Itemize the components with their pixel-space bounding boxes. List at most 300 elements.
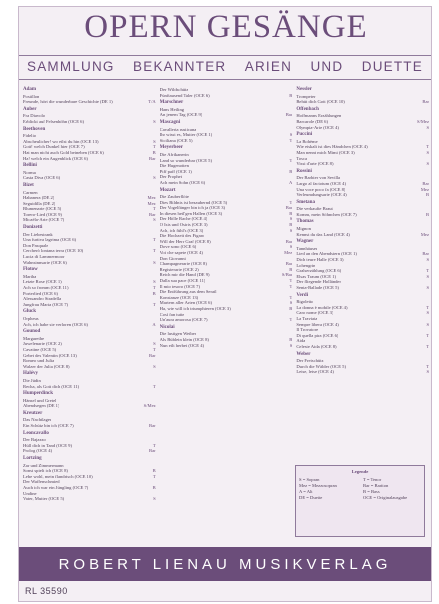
- composer-section: [160, 120, 293, 143]
- piece-title: Registerarie (OCE 2): [159, 266, 199, 272]
- piece-title: Undine: [23, 490, 37, 496]
- piece-title: Der Bajazzo: [23, 437, 46, 443]
- piece-title: Ein Schütz bin ich (OCE 7): [23, 423, 74, 429]
- composer-section: [296, 169, 429, 198]
- piece-title: Il Trovatore: [296, 327, 319, 333]
- voice-type: T: [152, 206, 156, 212]
- piece-title: Una furtiva lagrima (OCE 6): [23, 237, 77, 243]
- contents-row: [23, 423, 156, 429]
- composer-section: [296, 107, 429, 130]
- legend-item: S = Sopran: [299, 477, 320, 482]
- composer-section: [23, 127, 156, 162]
- voice-type: T: [152, 346, 156, 352]
- piece-title: Olympia-Arie (OCE 4): [296, 124, 339, 130]
- piece-title: Tosca: [296, 155, 307, 161]
- voice-type: T: [289, 317, 293, 323]
- contents-row: [23, 364, 156, 370]
- piece-title: Dalla sua pace (OCE 11): [159, 278, 206, 283]
- piece-title: Norma: [23, 169, 36, 175]
- composer-section: [23, 391, 156, 409]
- piece-title: Carmen: [23, 189, 38, 195]
- piece-title: Kennst du das Land (OCE 4): [296, 231, 350, 237]
- piece-title: Dove sono (OCE 6): [159, 244, 197, 250]
- piece-title: Lohengrin: [296, 262, 316, 268]
- legend-item: OCE = Originalausgabe: [363, 495, 408, 500]
- legend-item: DE = Duette: [299, 495, 323, 500]
- piece-title: Trompeter: [296, 93, 316, 99]
- composer-section: [23, 163, 156, 181]
- composer-section: [23, 371, 156, 389]
- piece-title: Die Zauberflöte: [159, 194, 189, 200]
- contents-row: [23, 175, 156, 181]
- piece-title: Alessandro Stradella: [23, 296, 62, 302]
- voice-type: S: [153, 363, 156, 369]
- composer-section: [296, 293, 429, 350]
- piece-title: O Isis und Osiris (OCE 3): [159, 222, 208, 228]
- voice-type: S: [153, 138, 156, 144]
- composer-section: [160, 325, 293, 348]
- composer-section: [23, 87, 156, 105]
- composer-section: [296, 239, 429, 290]
- composer-section: [160, 145, 293, 185]
- contents-row: [296, 285, 429, 291]
- composer-name: Gluck: [23, 309, 37, 315]
- piece-title: Di quella pira (OCE 6): [296, 332, 339, 338]
- voice-type: T: [152, 442, 156, 448]
- piece-title: Komm, mein Söhnchen (OCE 7): [296, 211, 357, 217]
- piece-title: Man nennt mich Mimi (OCE 3): [296, 149, 355, 155]
- voice-type: S: [426, 149, 430, 155]
- voice-type: Bar: [149, 423, 156, 429]
- composer-section: [23, 431, 156, 454]
- voice-type: S: [426, 310, 430, 316]
- composer-section: [23, 411, 156, 429]
- voice-type: B: [289, 168, 293, 174]
- piece-title: Dies Bildnis ist bezaubernd (OCE 5): [159, 199, 228, 205]
- voice-type: T: [289, 157, 293, 163]
- piece-title: Der Liebestrank: [23, 231, 53, 237]
- piece-title: Jungfrau Maria (OCE 7): [23, 301, 69, 307]
- composer-name: Auber: [23, 106, 37, 112]
- voice-type: Bar: [149, 211, 156, 217]
- contents-row: [296, 232, 429, 238]
- voice-type: Bar: [285, 238, 293, 244]
- voice-type: Bar: [285, 205, 293, 211]
- piece-title: Così fan tutte: [159, 311, 185, 317]
- piece-title: Konstanze (OCE 13): [159, 294, 199, 300]
- contents-row: [160, 93, 293, 99]
- contents-row: [23, 217, 156, 223]
- contents-row: [160, 343, 293, 349]
- piece-title: Casta Diva (OCE 6): [23, 175, 61, 181]
- contents-row: [296, 344, 429, 350]
- piece-title: Piff paff (OCE 1): [159, 168, 192, 174]
- composer-section: [23, 225, 156, 265]
- composer-name: Bellini: [23, 163, 37, 169]
- voice-type: Mez: [420, 186, 430, 192]
- voice-type: Bar: [422, 99, 430, 105]
- piece-title: Abscheulicher! wo eilst du hin (OCE 13): [23, 138, 99, 144]
- title-rule-top: [19, 55, 431, 56]
- piece-title: Ach so fromm (OCE 11): [23, 285, 69, 290]
- piece-title: Una voce poco fa (OCE 8): [296, 186, 346, 192]
- composer-name: Halévy: [23, 371, 38, 377]
- piece-title: Ha, wie will ich triumphieren (OCE 3): [159, 305, 231, 311]
- contents-row: [23, 403, 156, 409]
- piece-title: Cavatine (OCE 5): [23, 346, 57, 352]
- contents-row: [23, 99, 156, 105]
- voice-type: S: [289, 132, 293, 138]
- piece-title: Lied an den Abendstern (OCE 1): [296, 251, 357, 257]
- piece-title: Romeo und Julia: [23, 358, 55, 364]
- piece-title: Fünftausend Taler (OCE 6): [159, 92, 210, 98]
- voice-type: Mez: [147, 200, 156, 206]
- contents-row: [296, 192, 429, 198]
- contents-row: [23, 302, 156, 308]
- piece-title: Reich mir die Hand (DE 9): [159, 272, 210, 278]
- piece-title: Senta-Ballade (OCE 5): [296, 285, 339, 290]
- piece-title: Ach, ich habe sie verloren (OCE 6): [23, 321, 88, 327]
- piece-title: Don Pasquale: [23, 242, 49, 248]
- voice-type: B: [152, 290, 156, 296]
- piece-title: Tannhäuser: [296, 245, 318, 251]
- voice-type: Mez: [147, 195, 156, 201]
- voice-type: S: [153, 118, 156, 124]
- composer-section: [23, 329, 156, 369]
- subtitle-word: UND: [310, 59, 344, 74]
- voice-type: T: [289, 278, 293, 283]
- piece-title: Lucia di Lammermoor: [23, 254, 65, 260]
- composer-name: Adam: [23, 87, 37, 92]
- piece-title: Die Hochzeit des Figaro: [159, 233, 205, 239]
- composer-section: [296, 200, 429, 218]
- piece-title: Mignon: [296, 226, 311, 232]
- voice-type: T: [152, 473, 156, 479]
- piece-title: Wahnsinnsarie (OCE 6): [23, 259, 67, 265]
- piece-title: Verleumdungsarie (OCE 4): [296, 192, 347, 198]
- contents-row: [160, 317, 293, 323]
- piece-title: La Traviata: [296, 315, 318, 321]
- contents-row: [296, 99, 429, 105]
- voice-type: S: [289, 227, 293, 233]
- piece-title: Der fliegende Holländer: [296, 279, 341, 285]
- piece-title: Behüt dich Gott (OCE 10): [296, 99, 345, 105]
- voice-type: T: [289, 137, 293, 143]
- piece-title: Gebet des Valentin (OCE 13): [23, 352, 77, 358]
- contents-row: [23, 384, 156, 390]
- composer-section: [296, 132, 429, 167]
- contents-row: [23, 448, 156, 454]
- voice-type: S: [426, 161, 430, 167]
- piece-title: Auch ich war ein Jüngling (OCE 7): [23, 485, 89, 490]
- voice-type: B: [425, 211, 430, 217]
- piece-title: Martern aller Arten (OCE 6): [159, 300, 212, 306]
- voice-type: S: [153, 217, 156, 223]
- piece-title: Siciliana (OCE 5): [159, 137, 193, 143]
- piece-title: Zar und Zimmermann: [23, 462, 64, 468]
- voice-type: B: [289, 266, 293, 272]
- voice-type: T: [426, 363, 430, 369]
- composer-name: Mascagni: [159, 119, 181, 125]
- piece-title: In diesen heil'gen Hallen (OCE 3): [159, 210, 223, 216]
- piece-title: Wie eiskalt ist dies Händchen (OCE 4): [296, 144, 368, 150]
- composer-name: Thomas: [296, 219, 314, 225]
- contents-row: [160, 138, 293, 144]
- piece-title: Will der Herr Graf (OCE 8): [159, 238, 211, 244]
- legend-title: Legende: [351, 469, 369, 474]
- composer-name: Meyerbeer: [159, 145, 183, 151]
- piece-title: Il mio tesoro (OCE 7): [159, 283, 200, 289]
- voice-type: B: [289, 222, 293, 228]
- piece-title: Champagnerarie (OCE 8): [159, 261, 207, 267]
- composer-section: [23, 456, 156, 502]
- piece-title: Gralserzählung (OCE 6): [296, 268, 342, 274]
- voice-type: Bar: [285, 261, 293, 267]
- composer-section: [296, 219, 429, 237]
- piece-title: Orpheus: [23, 315, 39, 321]
- voice-type: T: [152, 237, 156, 243]
- composer-name: Nicolai: [159, 324, 175, 330]
- composer-section: [23, 267, 156, 307]
- piece-title: Erblickt auf Felsenhöhn (OCE 6): [23, 118, 84, 124]
- subtitle: [27, 59, 423, 74]
- publisher-banner: ROBERT LIENAU MUSIKVERLAG: [19, 547, 431, 581]
- voice-type: Bar: [422, 251, 430, 257]
- legend-box: [295, 465, 425, 537]
- legend-item: A = Alt: [299, 489, 313, 494]
- piece-title: Nun eilt herbei (OCE 4): [159, 342, 205, 348]
- voice-type: S: [426, 321, 430, 327]
- piece-title: Voi che sapete (OCE 4): [159, 250, 203, 256]
- piece-title: Als Büblein klein (OCE 8): [159, 336, 209, 342]
- piece-title: Sonst spielt ich (OCE 8): [23, 468, 68, 474]
- contents-row: [23, 156, 156, 162]
- piece-title: Die Hugenotten: [159, 163, 189, 169]
- piece-title: Seguidilla (DE 2): [23, 200, 56, 206]
- piece-title: Aida: [296, 338, 306, 344]
- voice-type: S: [289, 216, 293, 222]
- voice-type: T: [426, 304, 430, 310]
- legend-item: Mez = Mezzosopran: [299, 483, 337, 488]
- piece-title: Der Prophet: [159, 174, 182, 180]
- piece-title: Cercherò lontana terra (OCE 10): [23, 248, 84, 254]
- composer-name: Smetana: [296, 199, 315, 205]
- piece-title: Letzte Rose (OCE 1): [23, 279, 62, 285]
- legend-grid: [299, 477, 421, 501]
- voice-type: Mez: [420, 231, 430, 237]
- composer-name: Wagner: [296, 239, 314, 245]
- piece-title: Cavalleria rusticana: [159, 126, 197, 132]
- voice-type: S/Mez: [143, 403, 156, 409]
- contents-column: [160, 85, 293, 540]
- composer-section: [23, 183, 156, 223]
- composer-name: Lortzing: [23, 456, 42, 462]
- piece-title: Recha, als Gott dich (OCE 11): [23, 383, 80, 389]
- piece-title: Margarethe: [23, 335, 45, 341]
- subtitle-word: SAMMLUNG: [27, 59, 115, 74]
- composer-name: Donizetti: [23, 225, 43, 231]
- piece-title: Ach, ich fühl's (OCE 3): [159, 227, 204, 233]
- piece-title: Der Vogelfänger bin ich ja (OCE 3): [159, 205, 226, 211]
- voice-type: B: [152, 468, 156, 474]
- voice-type: T: [289, 283, 293, 289]
- composer-name: Leoncavallo: [23, 430, 49, 436]
- voice-type: S: [153, 175, 156, 181]
- piece-title: Land so wunderbar (OCE 5): [159, 157, 212, 163]
- piece-title: Hat man nicht auch Gold beineben (OCE 6): [23, 149, 104, 155]
- voice-type: T: [289, 294, 293, 300]
- piece-title: Der Hölle Rache (OCE 4): [159, 216, 208, 222]
- voice-type: S: [153, 279, 156, 285]
- piece-title: Lebe wohl, mein flandrisch (OCE 10): [23, 473, 93, 479]
- piece-title: Prolog (OCE 4): [23, 448, 53, 454]
- voice-type: S: [153, 341, 156, 347]
- piece-title: Habanera (DE 2): [23, 195, 55, 201]
- piece-title: Juwelenarie (OCE 2): [23, 341, 62, 347]
- catalog-number: RL 35590: [25, 586, 68, 596]
- voice-type: B: [425, 192, 430, 198]
- voice-type: S: [289, 244, 293, 250]
- subtitle-word: DUETTE: [361, 59, 423, 74]
- composer-name: Beethoven: [23, 126, 46, 132]
- voice-type: B: [289, 210, 293, 216]
- voice-type: Bar: [149, 352, 156, 358]
- piece-title: Vater, Mutter (OCE 5): [23, 496, 65, 502]
- piece-title: Hänsel und Gretel: [23, 397, 57, 403]
- voice-type: T: [426, 268, 430, 274]
- contents-row: [23, 119, 156, 125]
- piece-title: Barcarole (DE 6): [296, 118, 328, 124]
- contents-row: [23, 260, 156, 266]
- contents-row: [296, 212, 429, 218]
- composer-name: Humperdinck: [23, 391, 54, 397]
- composer-name: Rossini: [296, 168, 312, 174]
- composer-section: [296, 87, 429, 105]
- composer-name: Flotow: [23, 267, 38, 273]
- voice-type: B: [152, 149, 156, 155]
- voice-type: B: [289, 305, 293, 311]
- voice-type: S: [426, 124, 430, 130]
- contents-row: [160, 180, 293, 186]
- piece-title: Micaëla-Arie (OCE 7): [23, 217, 65, 223]
- voice-type: T: [152, 248, 156, 254]
- composer-name: Mozart: [159, 187, 176, 193]
- voice-type: Bar: [149, 448, 156, 454]
- composer-section: [23, 309, 156, 327]
- contents-row: [296, 125, 429, 131]
- contents-row: [23, 496, 156, 502]
- piece-title: Die Jüdin: [23, 377, 41, 383]
- voice-type: T: [426, 343, 430, 349]
- voice-type: T: [152, 301, 156, 307]
- voice-type: S: [426, 369, 430, 375]
- piece-title: Der Waffenschmied: [23, 479, 60, 485]
- voice-type: T/A: [148, 99, 156, 105]
- page-title: OPERN GESÄNGE: [84, 9, 368, 45]
- piece-title: Walzer der Julia (OCE 8): [23, 363, 70, 369]
- legend-item: Bar = Bariton: [363, 483, 389, 488]
- voice-type: S: [426, 285, 430, 290]
- piece-title: Die Afrikanerin: [159, 151, 189, 157]
- voice-type: A: [152, 321, 156, 327]
- piece-title: Porterlied (OCE 6): [23, 290, 58, 296]
- piece-title: Der Wildschütz: [159, 87, 189, 92]
- composer-section: [160, 100, 293, 118]
- composer-section: [23, 107, 156, 125]
- composer-section: [160, 188, 293, 323]
- piece-title: Der Barbier von Sevilla: [296, 175, 341, 181]
- piece-title: Don Giovanni: [159, 255, 186, 261]
- piece-title: An jenem Tag (OCE 9): [159, 112, 203, 118]
- contents-row: [23, 322, 156, 328]
- composer-name: Verdi: [296, 292, 309, 298]
- voice-type: S: [289, 300, 293, 306]
- piece-title: Fra Diavolo: [23, 113, 46, 119]
- voice-type: T: [152, 144, 156, 150]
- voice-type: T: [426, 144, 430, 150]
- piece-title: Celeste Aida (OCE 8): [296, 343, 337, 349]
- voice-type: S: [426, 273, 430, 279]
- composer-name: Kreutzer: [23, 410, 43, 416]
- composer-name: Weber: [296, 351, 311, 357]
- voice-type: Bar: [422, 180, 430, 186]
- composer-name: Puccini: [296, 132, 313, 138]
- cover-frame: [18, 6, 432, 602]
- piece-title: Die lustigen Weiber: [159, 331, 197, 337]
- subtitle-word: BEKANNTER: [133, 59, 227, 74]
- voice-type: S: [426, 257, 430, 263]
- composer-name: Bizet: [23, 182, 34, 188]
- piece-title: Der Freischütz: [296, 358, 324, 364]
- composer-name: Gounod: [23, 329, 41, 335]
- piece-title: Dich teure Halle (OCE 3): [296, 257, 344, 263]
- legend-item: T = Tenor: [363, 477, 382, 482]
- piece-title: Blumenarie (OCE 5): [23, 206, 62, 212]
- composer-name: Offenbach: [296, 106, 319, 112]
- piece-title: Ach mein Sohn (OCE 6): [159, 179, 206, 185]
- piece-title: Caro nome (OCE 3): [296, 310, 334, 316]
- piece-title: Elsas Traum (OCE 1): [296, 273, 337, 279]
- piece-title: Largo al factotum (OCE 4): [296, 180, 347, 186]
- voice-type: S: [153, 259, 156, 265]
- piece-title: Die verkaufte Braut: [296, 206, 333, 212]
- contents-row: [296, 369, 429, 375]
- voice-type: S/Bar: [281, 272, 293, 278]
- legend-item: B = Bass: [363, 489, 380, 494]
- piece-title: Ha! welch ein Augenblick (OCE 6): [23, 155, 88, 161]
- piece-title: Durch die Wälder (OCE 5): [296, 363, 347, 369]
- voice-type: A: [289, 179, 293, 185]
- voice-type: S: [153, 496, 156, 502]
- piece-title: Postillon: [23, 93, 40, 99]
- piece-title: La Bohème: [296, 138, 318, 144]
- piece-title: Abendsegen (DE 1): [23, 403, 60, 409]
- piece-title: Hans Heiling: [159, 106, 185, 112]
- piece-title: Hüll dich in Tand (OCE 9): [23, 442, 72, 448]
- contents-row: [296, 161, 429, 167]
- voice-type: Bar: [149, 155, 156, 161]
- piece-title: Rigoletto: [296, 299, 314, 305]
- composer-section: [296, 352, 429, 375]
- composer-name: Marschner: [159, 100, 184, 106]
- composer-name: Nessler: [296, 87, 312, 92]
- contents-column: [23, 85, 156, 540]
- contents-row: [160, 112, 293, 118]
- voice-type: B: [289, 336, 293, 342]
- voice-type: Bar: [285, 112, 293, 118]
- piece-title: Vissi d'arte (OCE 8): [296, 161, 334, 167]
- title-rule-bottom: [19, 79, 431, 80]
